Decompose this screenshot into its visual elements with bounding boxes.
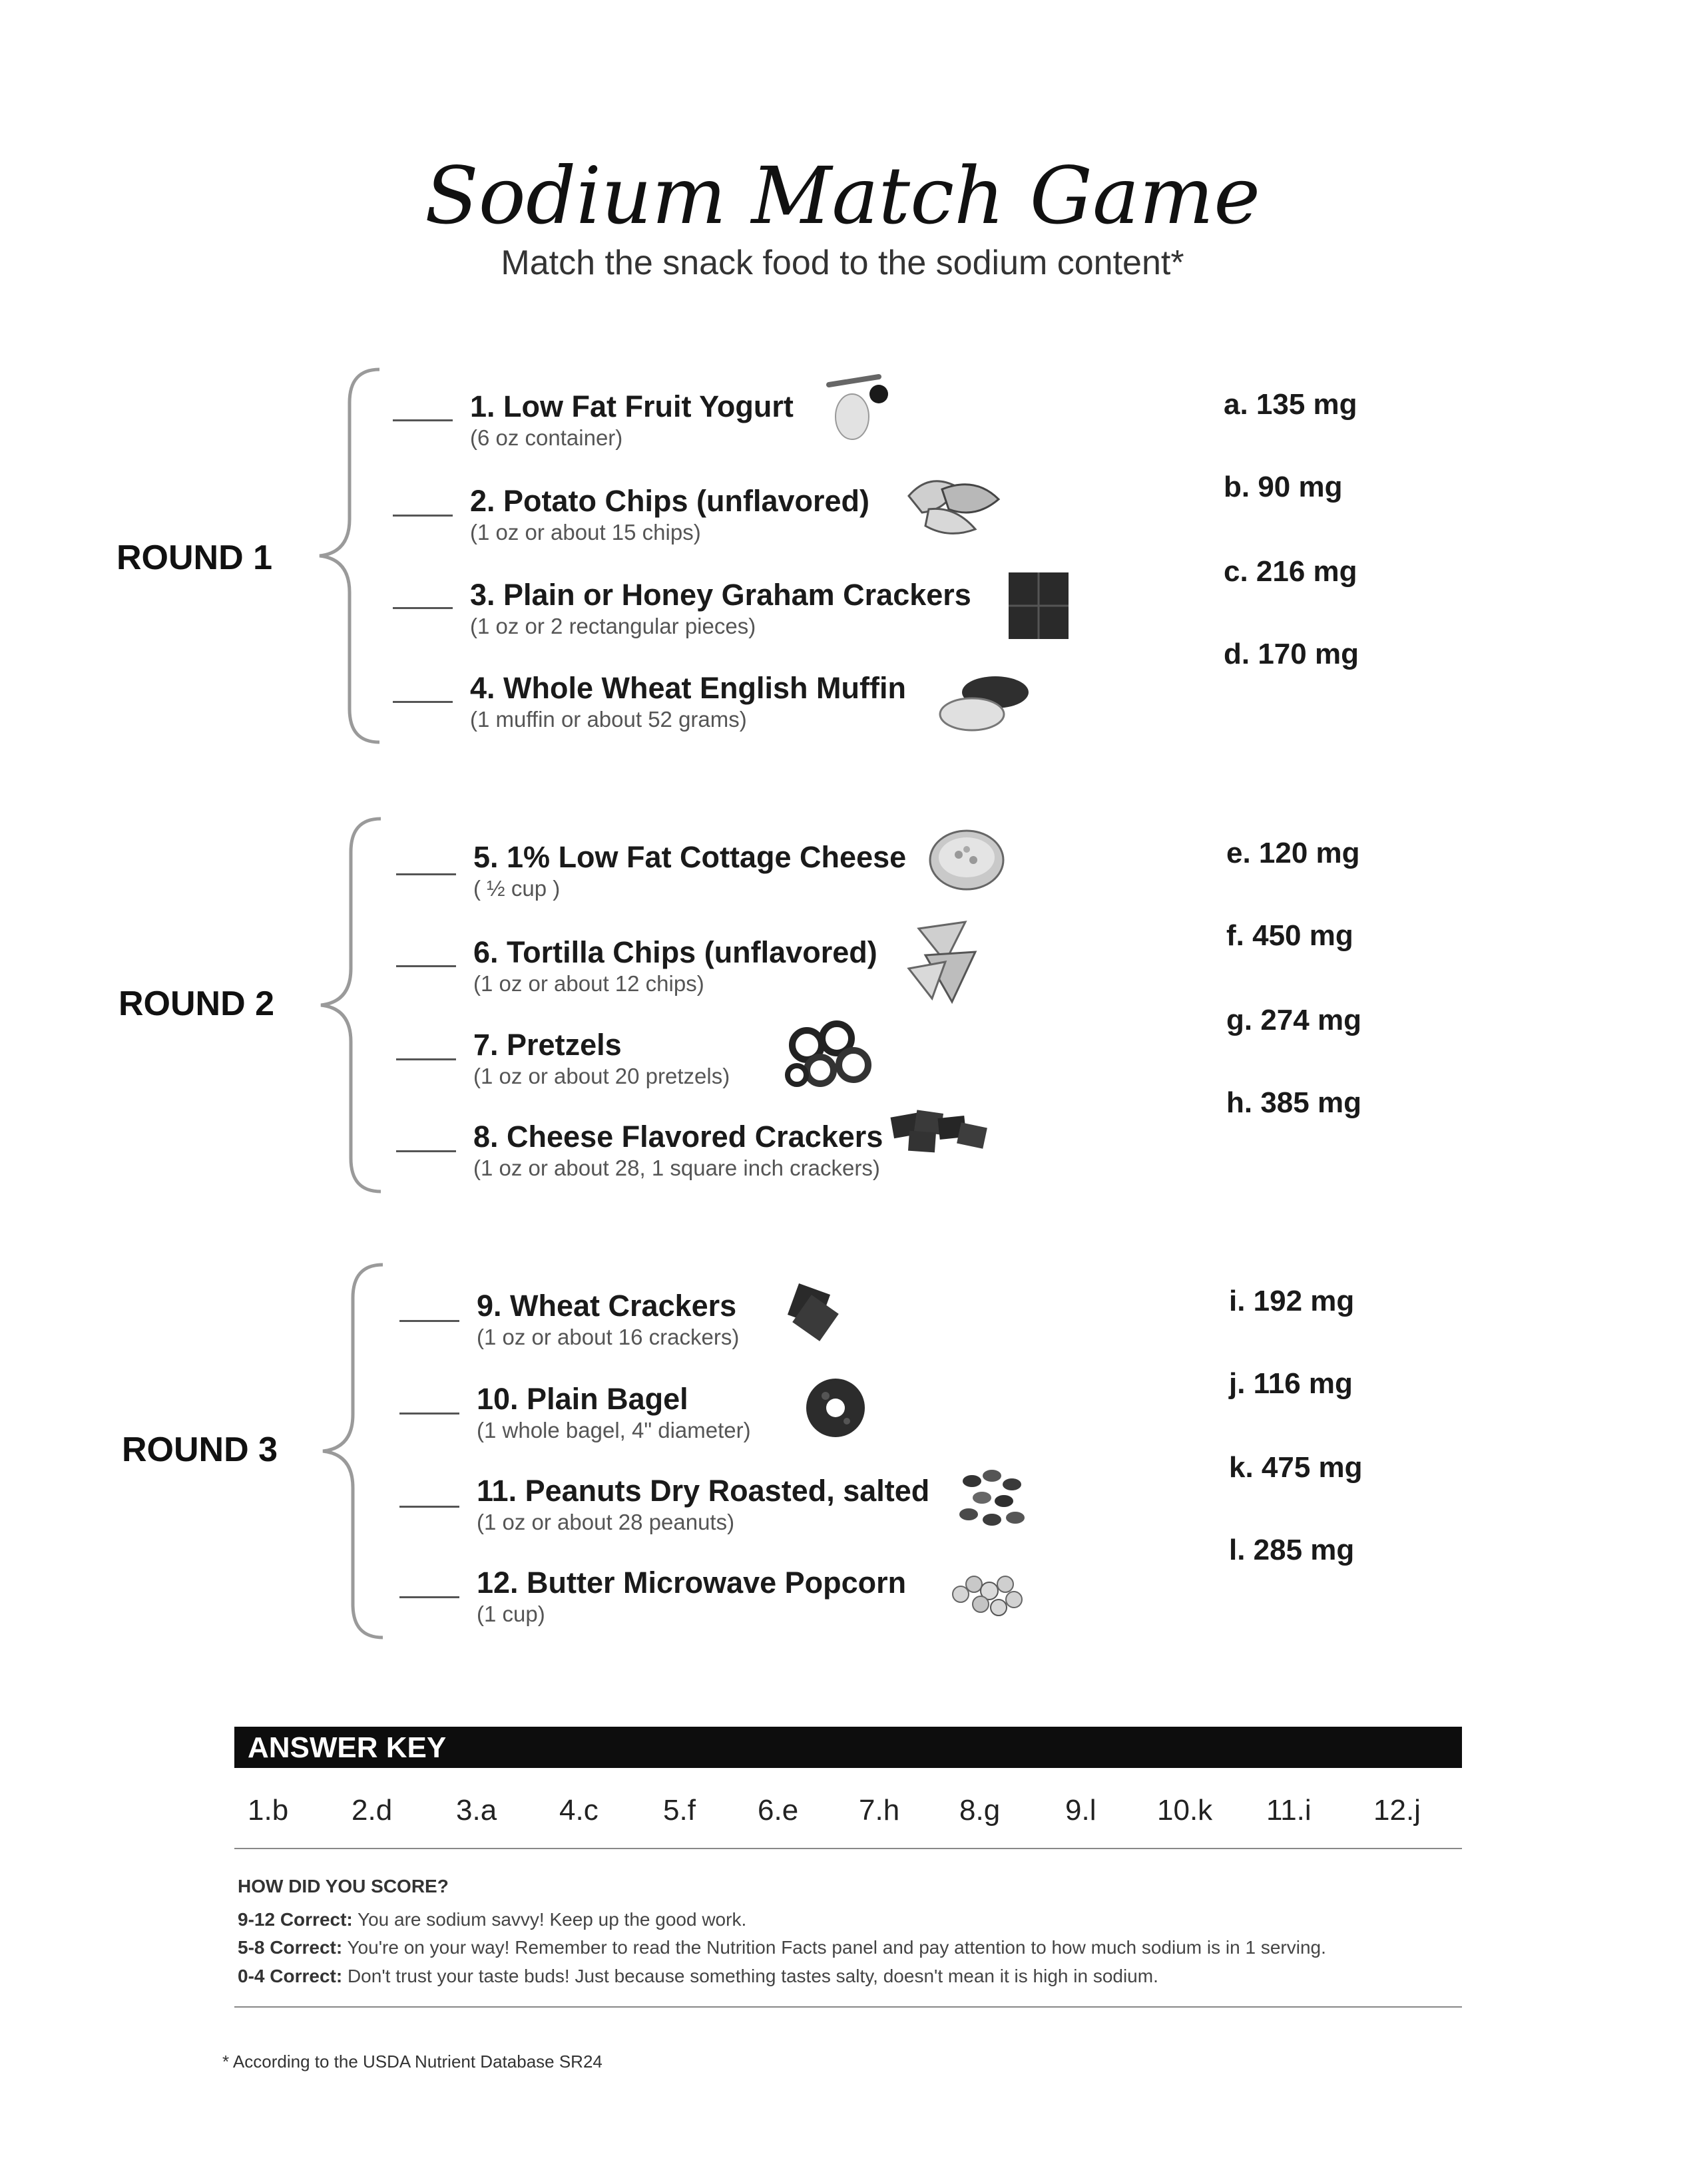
answer-blank-3[interactable] xyxy=(393,607,453,609)
answer-blank-6[interactable] xyxy=(396,965,456,967)
score-message: You're on your way! Remember to read the Nutrition Facts panel and pay attention to how much sodium is in 1 serving. xyxy=(342,1937,1326,1958)
answer-blank-1[interactable] xyxy=(393,419,453,421)
food-item-name: 7. Pretzels xyxy=(473,1028,622,1062)
answer-blank-11[interactable] xyxy=(399,1506,459,1508)
sodium-option-e: e. 120 mg xyxy=(1226,837,1360,869)
sodium-option-i: i. 192 mg xyxy=(1229,1285,1355,1317)
food-item-name: 11. Peanuts Dry Roasted, salted xyxy=(477,1474,930,1508)
food-item-8 xyxy=(473,1120,883,1181)
answer-key-title: ANSWER KEY xyxy=(248,1731,447,1764)
food-item-serving: (1 oz or 2 rectangular pieces) xyxy=(470,614,756,638)
food-item-10 xyxy=(477,1382,751,1443)
answer-blank-12[interactable] xyxy=(399,1596,459,1598)
answer-8: 8.g xyxy=(959,1794,1001,1827)
answer-12: 12.j xyxy=(1373,1794,1421,1827)
food-item-6 xyxy=(473,935,877,996)
answer-9: 9.l xyxy=(1065,1794,1096,1827)
food-item-12 xyxy=(477,1566,906,1627)
food-item-name: 12. Butter Microwave Popcorn xyxy=(477,1566,907,1600)
potato-chips-icon xyxy=(902,469,1009,543)
answer-5: 5.f xyxy=(663,1794,696,1827)
sodium-option-f: f. 450 mg xyxy=(1226,919,1353,952)
sodium-option-c: c. 216 mg xyxy=(1224,555,1357,588)
round-3-label: ROUND 3 xyxy=(122,1430,278,1469)
food-item-serving: (1 oz or about 12 chips) xyxy=(473,971,704,996)
answer-blank-4[interactable] xyxy=(393,701,453,703)
food-item-name: 5. 1% Low Fat Cottage Cheese xyxy=(473,840,907,874)
score-line-mid xyxy=(238,1937,1326,1958)
score-range: 0-4 Correct: xyxy=(238,1966,343,1986)
food-item-2 xyxy=(470,484,869,545)
answer-blank-7[interactable] xyxy=(396,1058,456,1060)
food-item-serving: (1 whole bagel, 4" diameter) xyxy=(477,1418,751,1442)
score-heading: HOW DID YOU SCORE? xyxy=(238,1876,449,1896)
answer-blank-8[interactable] xyxy=(396,1150,456,1152)
pretzels-icon xyxy=(780,1012,880,1092)
round-1-brace xyxy=(313,363,393,749)
answer-blank-10[interactable] xyxy=(399,1413,459,1415)
food-item-1 xyxy=(470,389,794,451)
english-muffin-icon xyxy=(932,669,1039,739)
food-item-name: 4. Whole Wheat English Muffin xyxy=(470,671,906,705)
food-item-serving: (1 muffin or about 52 grams) xyxy=(470,707,747,732)
food-item-11 xyxy=(477,1474,929,1535)
sodium-option-k: k. 475 mg xyxy=(1229,1451,1363,1484)
food-item-name: 6. Tortilla Chips (unflavored) xyxy=(473,935,877,969)
food-item-4 xyxy=(470,671,906,732)
food-item-name: 10. Plain Bagel xyxy=(477,1382,688,1416)
popcorn-icon xyxy=(944,1561,1031,1628)
page-title: Sodium Match Game xyxy=(424,150,1261,242)
food-item-serving: (1 oz or about 28, 1 square inch crackers) xyxy=(473,1156,880,1180)
score-range: 9-12 Correct: xyxy=(238,1909,353,1930)
answer-10: 10.k xyxy=(1157,1794,1213,1827)
cottage-cheese-icon xyxy=(925,825,1009,895)
answer-2: 2.d xyxy=(352,1794,393,1827)
divider xyxy=(234,1848,1462,1849)
food-item-serving: (1 oz or about 15 chips) xyxy=(470,520,701,545)
food-item-7 xyxy=(473,1028,730,1089)
food-item-name: 9. Wheat Crackers xyxy=(477,1289,737,1323)
answer-3: 3.a xyxy=(456,1794,497,1827)
cheese-crackers-icon xyxy=(885,1105,992,1158)
food-item-5 xyxy=(473,840,906,901)
food-item-serving: (1 oz or about 16 crackers) xyxy=(477,1325,740,1349)
round-2-label: ROUND 2 xyxy=(119,984,275,1023)
food-item-name: 3. Plain or Honey Graham Crackers xyxy=(470,578,971,612)
score-line-high xyxy=(238,1909,746,1930)
score-message: Don't trust your taste buds! Just because something tastes salty, doesn't mean it is high in sodium. xyxy=(342,1966,1158,1986)
food-item-serving: (1 oz or about 20 pretzels) xyxy=(473,1064,730,1088)
answer-blank-9[interactable] xyxy=(399,1320,459,1322)
answer-6: 6.e xyxy=(758,1794,799,1827)
footnote: * According to the USDA Nutrient Database SR24 xyxy=(222,2052,602,2072)
food-item-serving: ( ½ cup ) xyxy=(473,876,561,901)
graham-cracker-icon xyxy=(1005,569,1072,642)
round-3-brace xyxy=(316,1258,396,1644)
score-range: 5-8 Correct: xyxy=(238,1937,343,1958)
answer-blank-2[interactable] xyxy=(393,515,453,517)
divider xyxy=(234,2006,1462,2008)
yogurt-icon xyxy=(816,365,895,445)
score-line-low xyxy=(238,1966,1158,1987)
sodium-option-a: a. 135 mg xyxy=(1224,388,1357,421)
answer-1: 1.b xyxy=(248,1794,289,1827)
sodium-option-d: d. 170 mg xyxy=(1224,638,1359,670)
sodium-option-l: l. 285 mg xyxy=(1229,1534,1355,1566)
sodium-option-j: j. 116 mg xyxy=(1229,1367,1353,1400)
page-subtitle: Match the snack food to the sodium content* xyxy=(501,244,1184,282)
round-1-label: ROUND 1 xyxy=(117,539,273,577)
food-item-name: 1. Low Fat Fruit Yogurt xyxy=(470,389,794,423)
food-item-serving: (1 cup) xyxy=(477,1602,545,1626)
food-item-3 xyxy=(470,578,971,639)
sodium-option-g: g. 274 mg xyxy=(1226,1004,1361,1036)
score-message: You are sodium savvy! Keep up the good work. xyxy=(352,1909,747,1930)
sodium-option-h: h. 385 mg xyxy=(1226,1086,1361,1119)
answer-11: 11.i xyxy=(1266,1794,1312,1827)
food-item-name: 2. Potato Chips (unflavored) xyxy=(470,484,870,518)
sodium-option-b: b. 90 mg xyxy=(1224,471,1343,503)
bagel-icon xyxy=(799,1375,872,1441)
food-item-serving: (6 oz container) xyxy=(470,425,623,450)
peanuts-icon xyxy=(952,1461,1032,1534)
round-2-brace xyxy=(314,812,394,1198)
tortilla-chips-icon xyxy=(905,915,985,1008)
food-item-9 xyxy=(477,1289,739,1350)
answer-7: 7.h xyxy=(859,1794,900,1827)
food-item-name: 8. Cheese Flavored Crackers xyxy=(473,1120,883,1154)
food-item-serving: (1 oz or about 28 peanuts) xyxy=(477,1510,735,1534)
answer-blank-5[interactable] xyxy=(396,873,456,875)
wheat-crackers-icon xyxy=(782,1281,842,1341)
answer-4: 4.c xyxy=(559,1794,599,1827)
